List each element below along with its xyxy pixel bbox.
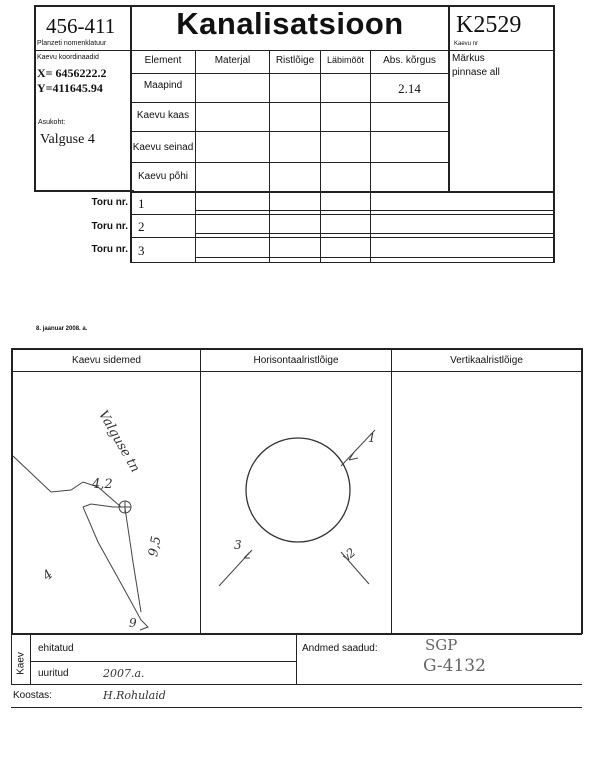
ehitatud-label: ehitatud — [38, 643, 74, 654]
kaev-label: Kaev — [15, 652, 27, 675]
row-label-kaevu-kaas: Kaevu kaas — [136, 110, 190, 121]
page-title: Kanalisatsioon — [176, 6, 404, 41]
hw-distance-42: 4,2 — [92, 477, 113, 492]
row-label-kaevu-seinad: Kaevu seinad — [132, 142, 194, 153]
maapind-height-value: 2.14 — [398, 81, 421, 96]
pipe-number-2: 2 — [138, 219, 145, 234]
col-header-labimoot: Läbimõõt — [326, 55, 365, 65]
horizontal-cross-section — [201, 372, 391, 633]
hw-street-name: Valguse tn — [95, 408, 143, 476]
pipe-label-1: Toru nr. — [91, 197, 128, 208]
hw-distance-95: 9,5 — [146, 535, 165, 558]
well-id-label: Kaevu nr — [454, 41, 479, 47]
arrow-label-1: 1 — [368, 431, 376, 445]
col-header-materjal: Materjal — [214, 55, 251, 66]
notes-value: pinnase all — [452, 67, 500, 78]
hw-distance-9: 9 — [129, 616, 137, 630]
uuritud-label: uuritud — [38, 668, 69, 679]
hw-distance-4: 4 — [40, 567, 57, 584]
sketch-header-sidemed: Kaevu sidemed — [72, 355, 141, 366]
nomenclature-label: Planzeti nomenklatuur — [37, 40, 107, 47]
andmed-saadud-value-2: G-4132 — [423, 656, 486, 676]
andmed-saadud-value-1: SGP — [425, 636, 458, 654]
well-id: K2529 — [456, 12, 522, 38]
coords-label: Kaevu koordinaadid — [37, 54, 99, 61]
location-label: Asukoht: — [38, 119, 66, 126]
pipe-number-1: 1 — [138, 196, 145, 211]
row-label-kaevu-pohi: Kaevu põhi — [137, 171, 189, 182]
koostas-label: Koostas: — [13, 690, 52, 701]
notes-label: Märkus — [452, 53, 485, 64]
location-value: Valguse 4 — [40, 132, 95, 147]
pipe-number-3: 3 — [138, 243, 145, 258]
sketch-header-horisontaal: Horisontaalristlõige — [253, 355, 339, 366]
col-header-abs-korgus: Abs. kõrgus — [383, 55, 436, 66]
uuritud-value: 2007.a. — [103, 667, 145, 680]
col-header-ristloige: Ristlõige — [275, 55, 315, 66]
row-label-maapind: Maapind — [143, 80, 183, 91]
nomenclature-number: 456-411 — [46, 14, 116, 38]
andmed-saadud-label: Andmed saadud: — [302, 643, 378, 654]
sketch-header-vertikaal: Vertikaalristlõige — [450, 355, 523, 366]
arrow-label-3: 3 — [234, 538, 242, 552]
koostas-value: H.Rohulaid — [103, 689, 166, 702]
coord-y: Y=411645.94 — [37, 81, 103, 95]
pipe-label-3: Toru nr. — [91, 244, 128, 255]
col-header-element: Element — [144, 55, 182, 66]
coord-x: X= 6456222.2 — [37, 66, 107, 80]
document-date: 8. jaanuar 2008. a. — [36, 326, 88, 332]
arrow-label-2: 2 — [343, 545, 359, 561]
pipe-label-2: Toru nr. — [91, 221, 128, 232]
